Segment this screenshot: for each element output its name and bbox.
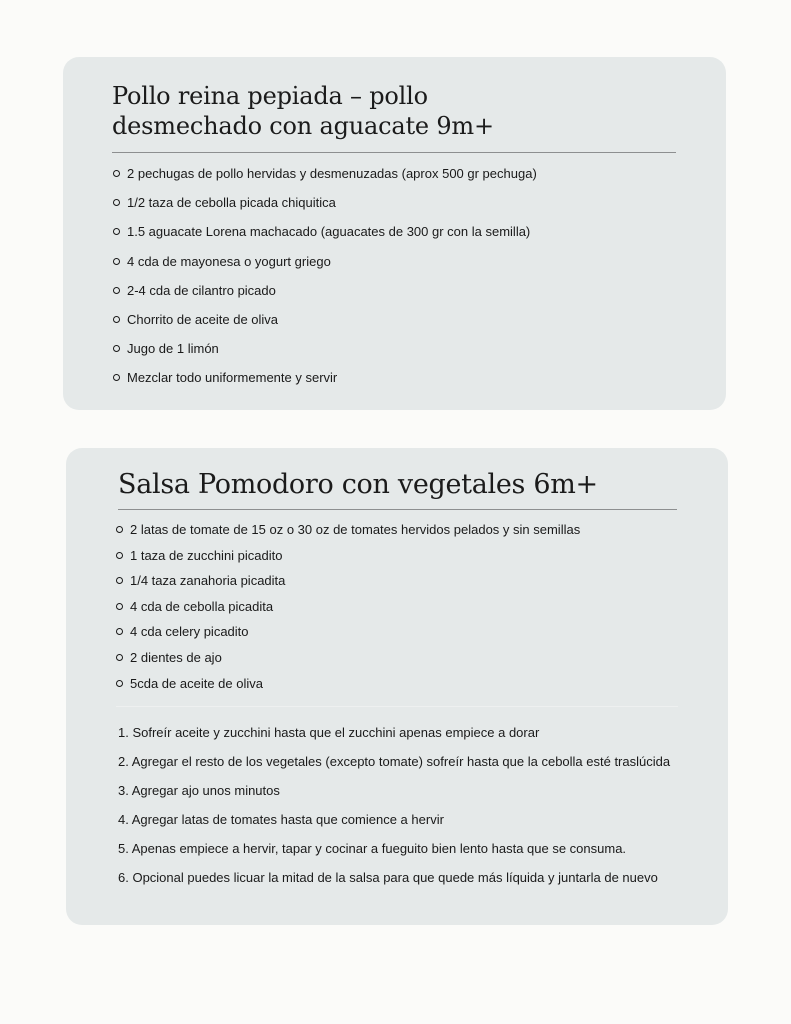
ingredient-text: 2 pechugas de pollo hervidas y desmenuzadas (aprox 500 gr pechuga) <box>127 166 537 181</box>
ingredient-list <box>113 166 537 400</box>
bullet-circle-icon <box>113 287 120 294</box>
bullet-circle-icon <box>116 577 123 584</box>
ingredient-list <box>116 522 580 701</box>
bullet-circle-icon <box>113 258 120 265</box>
step-item: 1. Sofreír aceite y zucchini hasta que el zucchini apenas empiece a dorar <box>118 725 540 740</box>
bullet-circle-icon <box>116 552 123 559</box>
ingredient-text: 2 latas de tomate de 15 oz o 30 oz de tomates hervidos pelados y sin semillas <box>130 522 581 537</box>
bullet-circle-icon <box>116 654 123 661</box>
list-item <box>116 599 580 615</box>
step-item: 5. Apenas empiece a hervir, tapar y cocinar a fueguito bien lento hasta que se consuma. <box>118 841 627 856</box>
list-item <box>113 341 537 357</box>
bullet-circle-icon <box>113 316 120 323</box>
steps-list <box>118 726 678 900</box>
bullet-circle-icon <box>116 603 123 610</box>
list-item <box>113 166 537 182</box>
recipe-card-pollo-reina-pepiada <box>63 57 726 410</box>
bullet-circle-icon <box>113 374 120 381</box>
list-item <box>113 370 537 386</box>
title-divider <box>118 509 677 510</box>
list-item <box>116 548 580 564</box>
bullet-circle-icon <box>116 680 123 687</box>
ingredient-text: 1 taza de zucchini picadito <box>130 547 283 563</box>
ingredient-text: 1.5 aguacate Lorena machacado (aguacates de 300 gr con la semilla) <box>127 224 531 240</box>
ingredient-text: 5cda de aceite de oliva <box>130 675 263 691</box>
ingredient-text: 4 cda de cebolla picadita <box>130 598 274 614</box>
step-item: 6. Opcional puedes licuar la mitad de la salsa para que quede más líquida y juntarla de nuevo <box>118 870 658 885</box>
list-item <box>113 195 537 211</box>
recipe-title <box>112 81 494 141</box>
bullet-circle-icon <box>116 526 123 533</box>
ingredient-text: 2-4 cda de cilantro picado <box>127 282 276 298</box>
ingredient-text: 4 cda de mayonesa o yogurt griego <box>127 253 331 269</box>
step-item: 3. Agregar ajo unos minutos <box>118 783 280 798</box>
list-item <box>116 573 580 589</box>
ingredient-text: 1/4 taza zanahoria picadita <box>130 573 286 589</box>
list-item <box>116 676 580 692</box>
recipe-title-line-1: Pollo reina pepiada – pollo <box>112 82 428 110</box>
ingredient-text: 4 cda celery picadito <box>130 624 249 640</box>
list-item <box>113 283 537 299</box>
bullet-circle-icon <box>113 345 120 352</box>
list-item <box>116 624 580 640</box>
list-item <box>113 312 537 328</box>
step-item: 2. Agregar el resto de los vegetales (excepto tomate) sofreír hasta que la cebolla esté traslúcida <box>118 754 671 769</box>
list-item <box>113 254 537 270</box>
recipe-card-salsa-pomodoro <box>66 448 728 925</box>
list-item <box>113 224 537 240</box>
ingredient-text: 1/2 taza de cebolla picada chiquitica <box>127 195 336 211</box>
title-divider <box>112 152 676 153</box>
section-divider <box>116 706 678 707</box>
bullet-circle-icon <box>116 628 123 635</box>
ingredient-text: Chorrito de aceite de oliva <box>127 311 279 327</box>
ingredient-text: 2 dientes de ajo <box>130 649 222 665</box>
bullet-circle-icon <box>113 199 120 206</box>
ingredient-text: Jugo de 1 limón <box>127 341 219 357</box>
list-item <box>116 522 580 538</box>
bullet-circle-icon <box>113 228 120 235</box>
bullet-circle-icon <box>113 170 120 177</box>
recipe-title: Salsa Pomodoro con vegetales 6m+ <box>118 469 598 500</box>
step-item: 4. Agregar latas de tomates hasta que comience a hervir <box>118 812 444 827</box>
ingredient-text: Mezclar todo uniformemente y servir <box>127 370 338 386</box>
list-item <box>116 650 580 666</box>
recipe-title-line-2: desmechado con aguacate 9m+ <box>112 112 494 140</box>
